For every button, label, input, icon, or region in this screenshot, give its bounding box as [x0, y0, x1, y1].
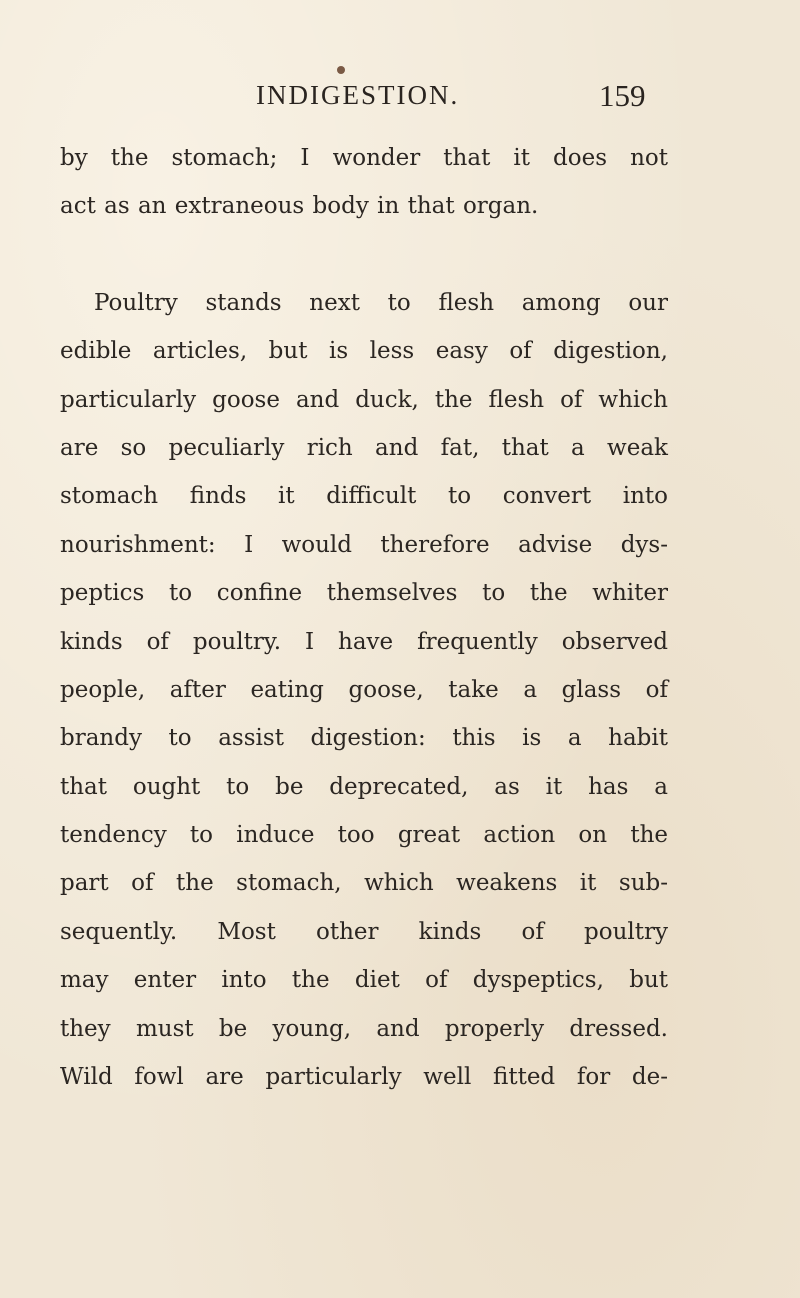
- text-line: part of the stomach, which weakens it sub-: [60, 870, 668, 897]
- text-line: may enter into the diet of dyspeptics, but: [60, 967, 668, 994]
- text-line: Wild fowl are particularly well fitted for de-: [60, 1064, 668, 1091]
- text-line: particularly goose and duck, the flesh of which: [60, 386, 668, 413]
- text-line: they must be young, and properly dressed.: [60, 1015, 668, 1042]
- ink-speck: [337, 66, 345, 74]
- paragraph-gap: [60, 231, 668, 279]
- text-line: stomach finds it difficult to convert into: [60, 483, 668, 510]
- text-line: kinds of poultry. I have frequently observed: [60, 628, 668, 655]
- page-number: 159: [599, 78, 646, 113]
- text-line: peptics to confine themselves to the whiter: [60, 580, 668, 607]
- text-line: are so peculiarly rich and fat, that a weak: [60, 434, 668, 461]
- text-line: tendency to induce too great action on the: [60, 822, 668, 849]
- text-line: that ought to be deprecated, as it has a: [60, 773, 668, 800]
- text-line: nourishment: I would therefore advise dys-: [60, 531, 668, 558]
- text-line: edible articles, but is less easy of digestion,: [60, 338, 668, 365]
- text-line: act as an extraneous body in that organ.: [60, 193, 539, 220]
- body-text: [60, 134, 668, 1101]
- text-line: Poultry stands next to flesh among our: [94, 289, 668, 316]
- text-line: people, after eating goose, take a glass of: [60, 676, 668, 703]
- text-line: brandy to assist digestion: this is a habit: [60, 725, 668, 752]
- text-line: by the stomach; I wonder that it does not: [60, 145, 668, 171]
- running-head: INDIGESTION.: [256, 80, 460, 110]
- text-line: sequently. Most other kinds of poultry: [60, 918, 668, 945]
